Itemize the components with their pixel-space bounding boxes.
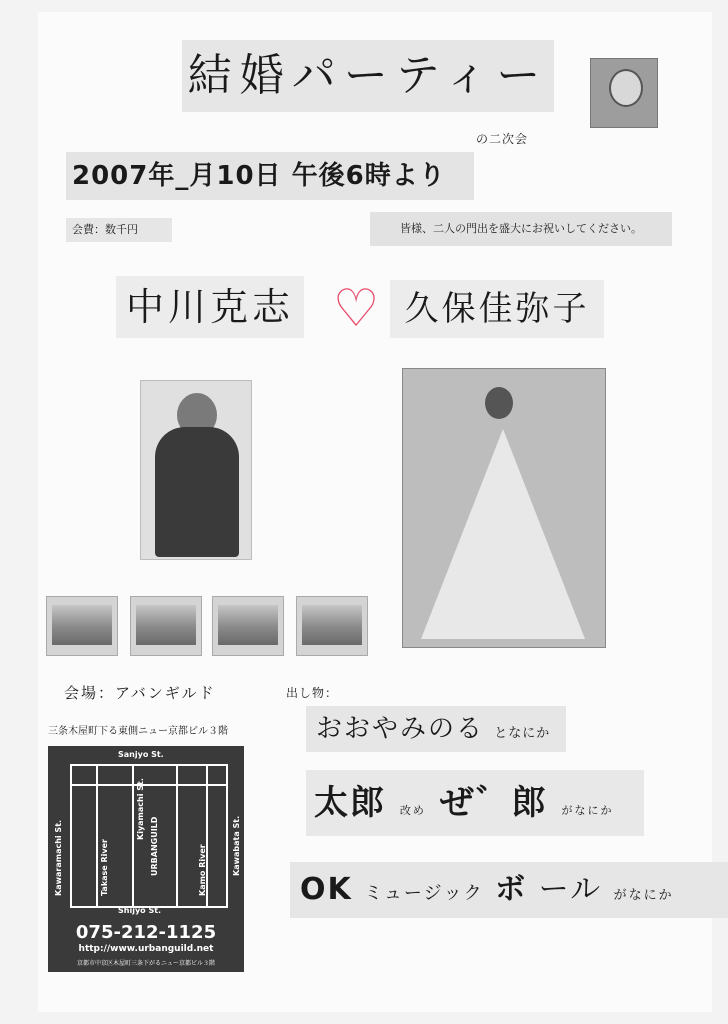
- map-road: [176, 766, 178, 906]
- bride-photo-dress: [421, 429, 585, 639]
- subtitle-note: の二次会: [476, 132, 529, 146]
- thumbnail-scene: [136, 605, 196, 645]
- groom-photo: [140, 380, 252, 560]
- map-phone: 075-212-1125: [75, 922, 217, 943]
- map-street-kamo: Kamo River: [198, 844, 207, 896]
- groom-photo-suit: [155, 427, 239, 557]
- event-2-mid: ぜ゛郎: [439, 783, 548, 823]
- thumbnail-scene: [302, 605, 362, 645]
- bride-name: 久保佳弥子: [390, 280, 604, 338]
- venue-address: 三条木屋町下る東側ニュー京都ビル３階: [48, 726, 228, 737]
- event-1-suffix: となにか: [494, 726, 551, 741]
- map-road: [96, 766, 98, 906]
- bride-photo: [402, 368, 606, 648]
- event-2-main: 太郎: [314, 783, 386, 823]
- event-date: 2007年_月10日 午後6時より: [66, 152, 474, 200]
- heart-icon: ♡: [332, 279, 380, 339]
- event-3-bold: ボ: [495, 872, 528, 907]
- event-3-prefix: OK: [300, 872, 353, 907]
- photo-face: [609, 69, 643, 107]
- event-3-main: ール: [538, 872, 603, 907]
- corner-photo: [590, 58, 658, 128]
- event-item-2: [306, 770, 644, 836]
- map-street-kiyamachi: Kiyamachi St.: [136, 778, 145, 840]
- event-item-3: [290, 862, 728, 918]
- map-street-takase: Takase River: [100, 838, 109, 896]
- map-street-left: Kawaramachi St.: [54, 819, 63, 896]
- map-venue-label: URBANGUILD: [150, 816, 159, 876]
- thumbnail-photo: [212, 596, 284, 656]
- event-1-main: おおやみのる: [316, 714, 485, 744]
- event-2-suffix: がなにか: [561, 804, 614, 817]
- thumbnail-strip: [46, 596, 368, 660]
- map-road: [132, 766, 134, 906]
- fee-text: 会費：数千円: [66, 218, 172, 242]
- greeting-text: 皆様、二人の門出を盛大にお祝いしてください。: [370, 212, 672, 246]
- groom-name: 中川克志: [116, 276, 304, 338]
- map-url: http://www.urbanguild.net: [78, 944, 214, 954]
- venue-map: [48, 746, 244, 972]
- event-3-mid: ミュージック: [364, 883, 484, 904]
- map-address: 京都市中京区木屋町三条下がるニュー京都ビル３階: [76, 960, 215, 967]
- thumbnail-scene: [52, 605, 112, 645]
- map-street-bottom: Shijyo St.: [118, 906, 162, 915]
- thumbnail-scene: [218, 605, 278, 645]
- thumbnail-photo: [296, 596, 368, 656]
- events-label: 出し物：: [286, 686, 339, 700]
- event-item-1: [306, 706, 566, 752]
- bride-photo-head: [485, 387, 513, 419]
- event-3-suffix: がなにか: [613, 888, 674, 903]
- event-2-note: 改め: [399, 804, 426, 817]
- map-street-right: Kawabata St.: [232, 815, 241, 876]
- flyer-title: 結婚パーティー: [182, 40, 554, 112]
- thumbnail-photo: [46, 596, 118, 656]
- map-street-top: Sanjyo St.: [118, 750, 164, 759]
- thumbnail-photo: [130, 596, 202, 656]
- venue-label: 会場：アバンギルド: [64, 684, 216, 702]
